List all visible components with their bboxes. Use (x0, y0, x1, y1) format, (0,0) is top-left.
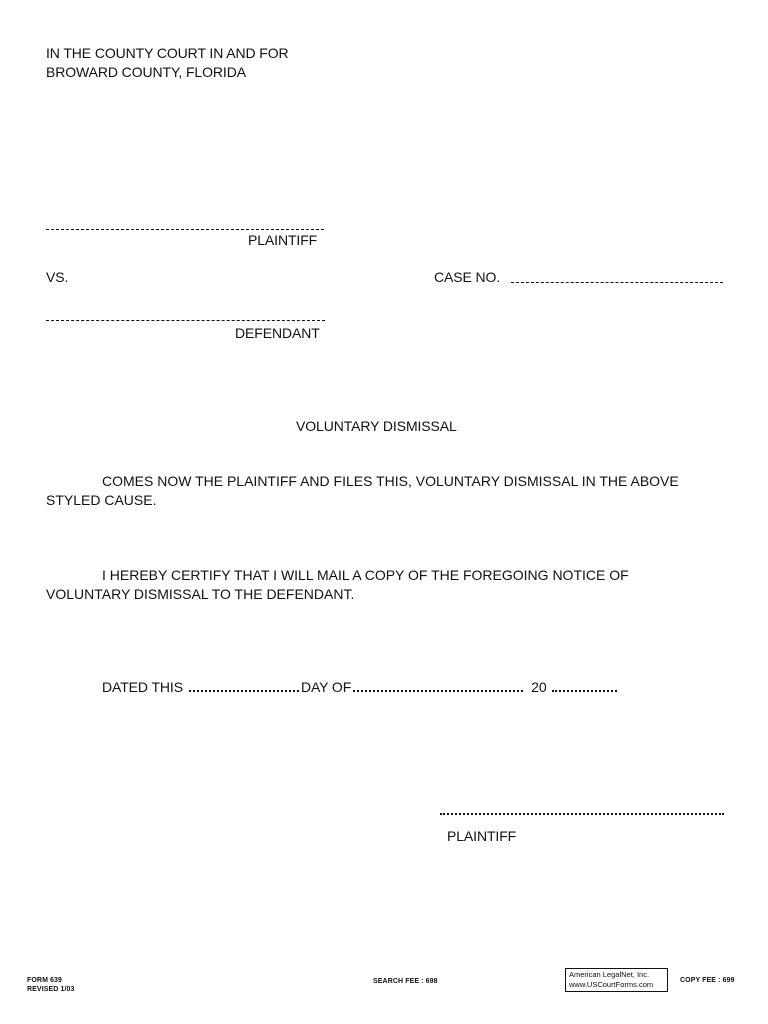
plaintiff-name-line[interactable] (46, 229, 324, 230)
year-prefix: 20 (531, 679, 547, 695)
dated-line (102, 678, 619, 697)
search-fee: SEARCH FEE : 698 (373, 978, 438, 985)
dated-this-label: DATED THIS (102, 679, 183, 695)
court-name-line1: IN THE COUNTY COURT IN AND FOR (46, 45, 289, 61)
dismissal-paragraph (46, 472, 686, 510)
case-no-label: CASE NO. (434, 269, 501, 285)
revised-date: REVISED 1/03 (27, 986, 75, 993)
year-blank[interactable] (552, 678, 617, 692)
day-of-label: DAY OF (300, 679, 352, 695)
document-title: VOLUNTARY DISMISSAL (296, 418, 457, 434)
signature-plaintiff-label: PLAINTIFF (447, 828, 517, 844)
publisher-box (565, 968, 668, 992)
dismissal-paragraph-text: COMES NOW THE PLAINTIFF AND FILES THIS, VOLUNTARY DISMISSAL IN THE ABOVE STYLED CAUSE. (46, 473, 679, 508)
defendant-name-line[interactable] (46, 320, 325, 321)
plaintiff-label: PLAINTIFF (248, 232, 318, 248)
month-blank[interactable] (353, 678, 523, 692)
defendant-label: DEFENDANT (235, 325, 320, 341)
certification-paragraph-text: I HEREBY CERTIFY THAT I WILL MAIL A COPY OF THE FOREGOING NOTICE OF VOLUNTARY DISMISSAL TO THE DEFENDANT. (46, 567, 629, 602)
court-name-line2: BROWARD COUNTY, FLORIDA (46, 64, 246, 80)
day-blank[interactable] (189, 678, 299, 692)
signature-line[interactable] (440, 813, 724, 815)
publisher-name: American LegalNet, Inc. (569, 970, 650, 979)
form-number: FORM 639 (27, 977, 63, 984)
vs-label: VS. (46, 269, 69, 285)
certification-paragraph (46, 566, 686, 604)
case-no-line[interactable] (511, 282, 723, 283)
copy-fee: COPY FEE : 699 (680, 977, 735, 984)
publisher-url[interactable]: www.USCourtForms.com (569, 980, 654, 989)
